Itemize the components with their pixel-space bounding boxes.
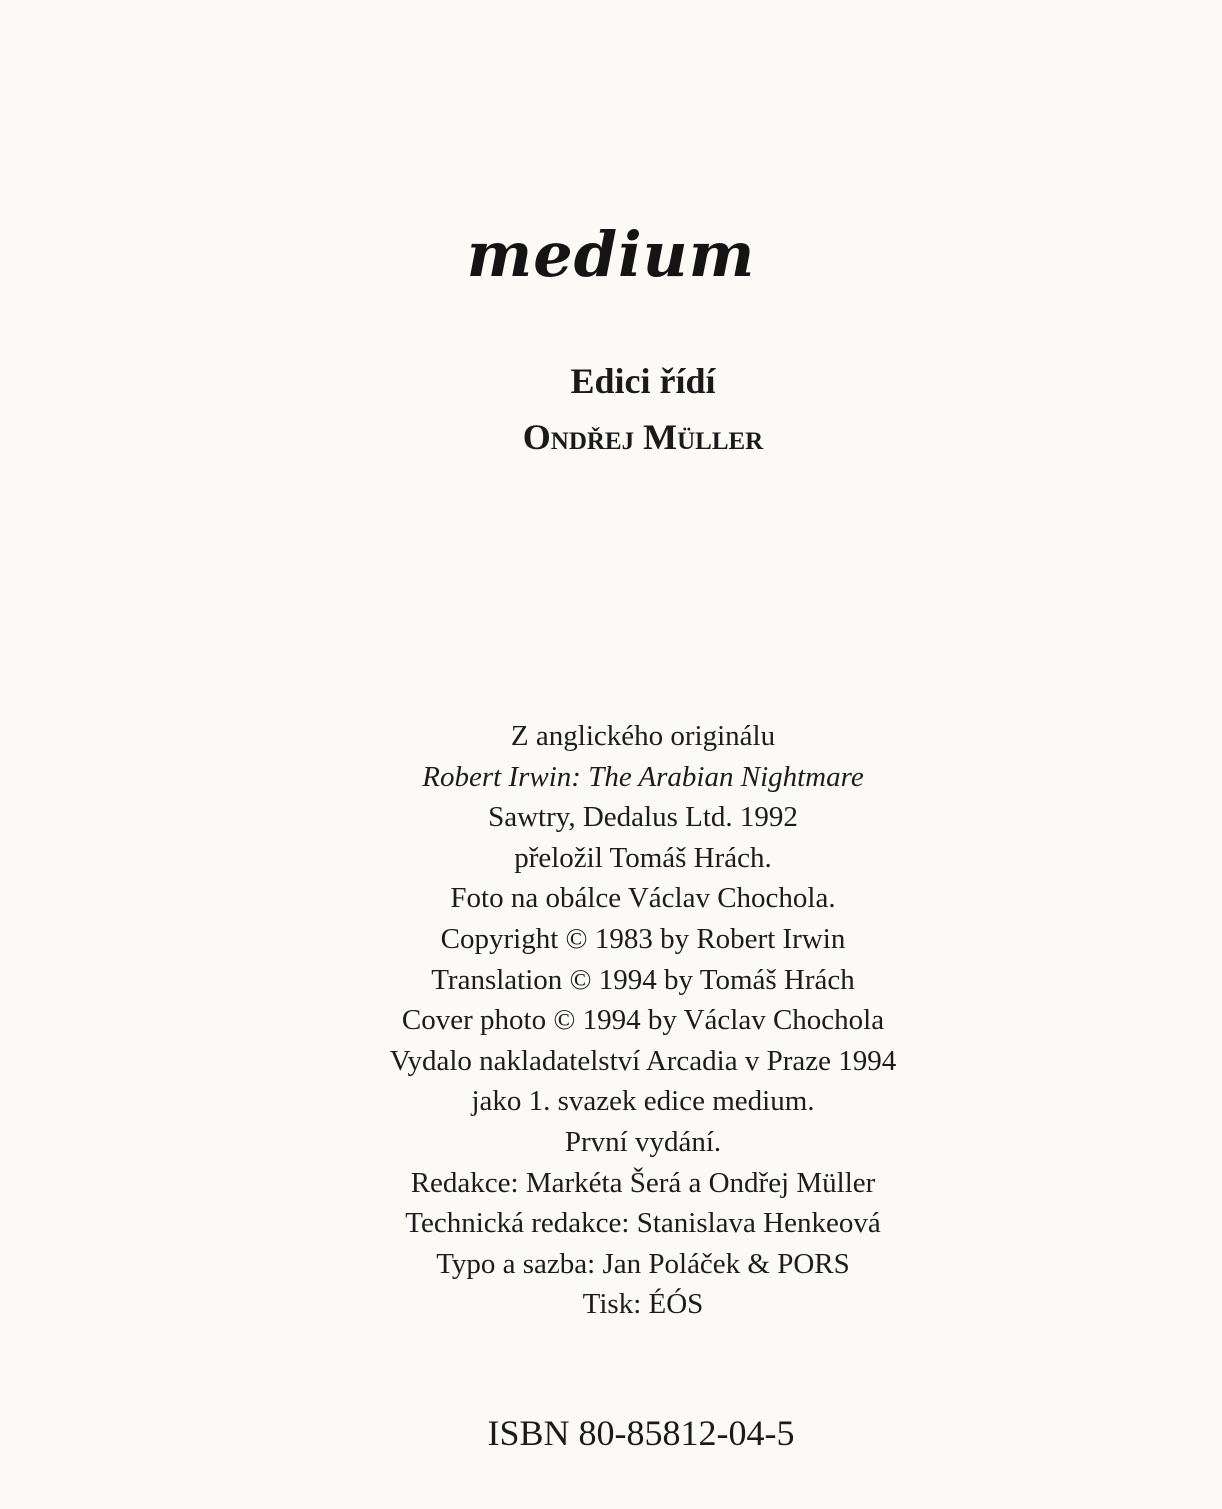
original-publisher: Sawtry, Dedalus Ltd. 1992 xyxy=(488,801,798,834)
typesetting-line: Typo a sazba: Jan Poláček & PORS xyxy=(436,1247,850,1280)
print-line: Tisk: ÉÓS xyxy=(582,1288,704,1321)
original-title-intro: Z anglického originálu xyxy=(510,720,776,752)
cover-photo-line: Foto na obálce Václav Chochola. xyxy=(450,882,836,915)
editor-name: Ondřej Müller xyxy=(522,417,764,457)
series-title: medium xyxy=(466,218,756,291)
original-title: Robert Irwin: The Arabian Nightmare xyxy=(422,760,864,793)
translator-line: přeložil Tomáš Hrách. xyxy=(514,841,772,874)
editor-label: Edici řídí xyxy=(570,361,716,401)
publisher-line: Vydalo nakladatelství Arcadia v Praze 1994 xyxy=(389,1044,897,1077)
copyright-line: Copyright © 1983 by Robert Irwin xyxy=(440,922,846,955)
translation-copyright-line: Translation © 1994 by Tomáš Hrách xyxy=(431,963,855,996)
technical-editor-line: Technická redakce: Stanislava Henkeová xyxy=(405,1207,881,1240)
cover-photo-copyright-line: Cover photo © 1994 by Václav Chochola xyxy=(401,1004,885,1037)
volume-line: jako 1. svazek edice medium. xyxy=(471,1085,815,1118)
colophon-text xyxy=(0,716,1222,1325)
isbn: ISBN 80-85812-04-5 xyxy=(487,1413,795,1453)
editors-line: Redakce: Markéta Šerá a Ondřej Müller xyxy=(410,1166,876,1199)
edition-line: První vydání. xyxy=(564,1125,722,1158)
